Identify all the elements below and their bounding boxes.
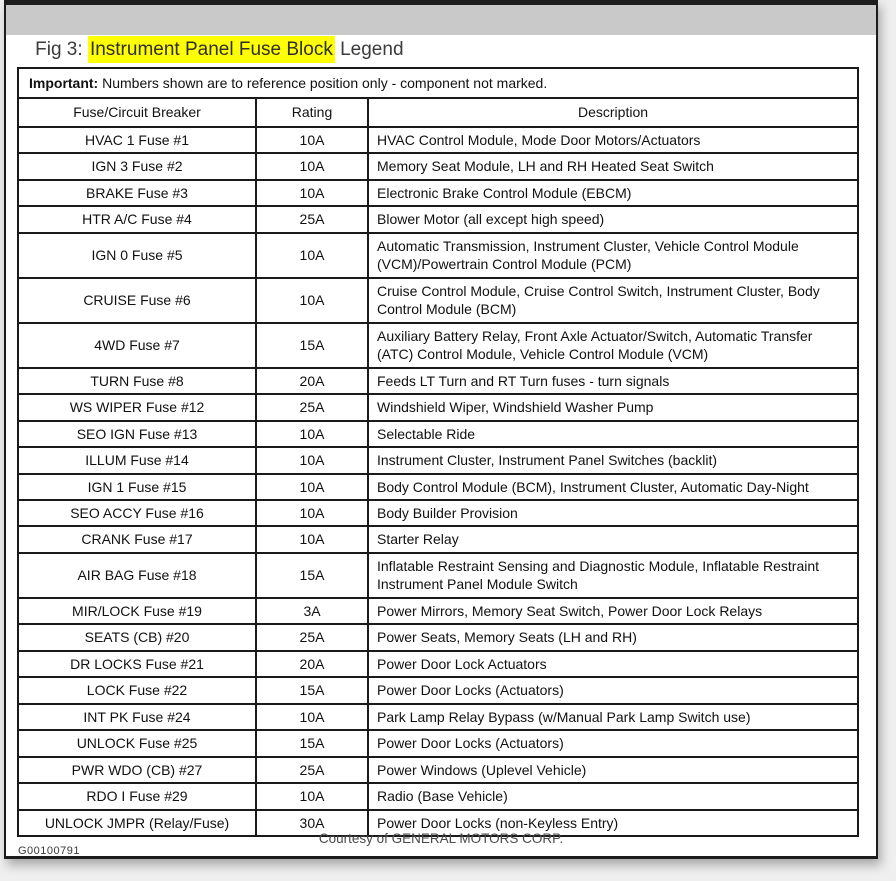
important-text: Numbers shown are to reference position only - component not marked.: [98, 75, 548, 91]
table-row: [18, 474, 858, 500]
description-cell: HVAC Control Module, Mode Door Motors/Actuators: [368, 127, 858, 153]
rating-cell: 3A: [256, 598, 368, 624]
description-cell: Radio (Base Vehicle): [368, 783, 858, 809]
table-row: [18, 783, 858, 809]
fuse-name-cell: HTR A/C Fuse #4: [18, 206, 256, 232]
rating-cell: 10A: [256, 704, 368, 730]
fuse-name-cell: BRAKE Fuse #3: [18, 180, 256, 206]
rating-cell: 10A: [256, 447, 368, 473]
fuse-name-cell: CRANK Fuse #17: [18, 526, 256, 552]
figure-caption-prefix: Fig 3:: [35, 39, 88, 60]
fuse-name-cell: HVAC 1 Fuse #1: [18, 127, 256, 153]
figure-caption-bar: [6, 5, 876, 60]
rating-cell: 15A: [256, 553, 368, 598]
fuse-name-cell: LOCK Fuse #22: [18, 677, 256, 703]
fuse-name-cell: WS WIPER Fuse #12: [18, 394, 256, 420]
table-row: [18, 368, 858, 394]
table-row: [18, 153, 858, 179]
column-header-fuse: Fuse/Circuit Breaker: [18, 98, 256, 126]
fuse-name-cell: PWR WDO (CB) #27: [18, 757, 256, 783]
description-cell: Power Mirrors, Memory Seat Switch, Power Door Lock Relays: [368, 598, 858, 624]
figure-caption-suffix: Legend: [334, 39, 404, 60]
table-row: [18, 730, 858, 756]
fuse-name-cell: SEO IGN Fuse #13: [18, 421, 256, 447]
important-note-row: [18, 68, 858, 98]
important-note-cell: [18, 68, 858, 98]
document-frame: [4, 0, 878, 859]
table-row: [18, 233, 858, 278]
figure-code: G00100791: [18, 845, 80, 858]
fuse-name-cell: UNLOCK JMPR (Relay/Fuse): [18, 810, 256, 836]
rating-cell: 10A: [256, 278, 368, 323]
table-row: [18, 278, 858, 323]
table-row: [18, 394, 858, 420]
rating-cell: 15A: [256, 677, 368, 703]
rating-cell: 25A: [256, 757, 368, 783]
rating-cell: 20A: [256, 368, 368, 394]
important-label: Important:: [29, 75, 99, 91]
fuse-name-cell: AIR BAG Fuse #18: [18, 553, 256, 598]
rating-cell: 10A: [256, 153, 368, 179]
table-row: [18, 598, 858, 624]
fuse-name-cell: IGN 1 Fuse #15: [18, 474, 256, 500]
table-row: [18, 526, 858, 552]
table-row: [18, 500, 858, 526]
description-cell: Instrument Cluster, Instrument Panel Switches (backlit): [368, 447, 858, 473]
fuse-name-cell: 4WD Fuse #7: [18, 323, 256, 368]
rating-cell: 10A: [256, 421, 368, 447]
description-cell: Body Control Module (BCM), Instrument Cluster, Automatic Day-Night: [368, 474, 858, 500]
fuse-name-cell: SEO ACCY Fuse #16: [18, 500, 256, 526]
rating-cell: 10A: [256, 180, 368, 206]
rating-cell: 25A: [256, 394, 368, 420]
rating-cell: 10A: [256, 474, 368, 500]
description-cell: Windshield Wiper, Windshield Washer Pump: [368, 394, 858, 420]
rating-cell: 20A: [256, 651, 368, 677]
table-header-row: [18, 98, 858, 126]
description-cell: Selectable Ride: [368, 421, 858, 447]
description-cell: Cruise Control Module, Cruise Control Switch, Instrument Cluster, Body Control Module (BCM): [368, 278, 858, 323]
table-row: [18, 127, 858, 153]
rating-cell: 15A: [256, 323, 368, 368]
fuse-name-cell: RDO I Fuse #29: [18, 783, 256, 809]
fuse-name-cell: DR LOCKS Fuse #21: [18, 651, 256, 677]
table-row: [18, 421, 858, 447]
fuse-name-cell: TURN Fuse #8: [18, 368, 256, 394]
fuse-name-cell: UNLOCK Fuse #25: [18, 730, 256, 756]
description-cell: Power Door Locks (Actuators): [368, 730, 858, 756]
table-row: [18, 447, 858, 473]
rating-cell: 30A: [256, 810, 368, 836]
figure-caption-highlight: Instrument Panel Fuse Block: [88, 36, 335, 63]
description-cell: Automatic Transmission, Instrument Cluster, Vehicle Control Module (VCM)/Powertrain Control Module (PCM): [368, 233, 858, 278]
rating-cell: 25A: [256, 206, 368, 232]
description-cell: Power Door Locks (Actuators): [368, 677, 858, 703]
description-cell: Power Windows (Uplevel Vehicle): [368, 757, 858, 783]
table-row: [18, 206, 858, 232]
fuse-name-cell: INT PK Fuse #24: [18, 704, 256, 730]
rating-cell: 10A: [256, 127, 368, 153]
rating-cell: 15A: [256, 730, 368, 756]
description-cell: Inflatable Restraint Sensing and Diagnostic Module, Inflatable Restraint Instrument Panel Module Switch: [368, 553, 858, 598]
fuse-name-cell: IGN 3 Fuse #2: [18, 153, 256, 179]
rating-cell: 10A: [256, 526, 368, 552]
table-row: [18, 677, 858, 703]
table-row: [18, 704, 858, 730]
column-header-description: Description: [368, 98, 858, 126]
fuse-name-cell: CRUISE Fuse #6: [18, 278, 256, 323]
fuse-legend-table: [17, 67, 859, 837]
rating-cell: 10A: [256, 233, 368, 278]
rating-cell: 25A: [256, 624, 368, 650]
table-row: [18, 757, 858, 783]
description-cell: Memory Seat Module, LH and RH Heated Seat Switch: [368, 153, 858, 179]
table-row: [18, 180, 858, 206]
fuse-name-cell: SEATS (CB) #20: [18, 624, 256, 650]
column-header-rating: Rating: [256, 98, 368, 126]
description-cell: Auxiliary Battery Relay, Front Axle Actuator/Switch, Automatic Transfer (ATC) Control Module, Vehicle Control Module (VCM): [368, 323, 858, 368]
fuse-name-cell: ILLUM Fuse #14: [18, 447, 256, 473]
description-cell: Electronic Brake Control Module (EBCM): [368, 180, 858, 206]
table-row: [18, 553, 858, 598]
courtesy-line: Courtesy of GENERAL MOTORS CORP.: [318, 831, 564, 846]
description-cell: Park Lamp Relay Bypass (w/Manual Park Lamp Switch use): [368, 704, 858, 730]
description-cell: Body Builder Provision: [368, 500, 858, 526]
table-row: [18, 651, 858, 677]
fuse-name-cell: MIR/LOCK Fuse #19: [18, 598, 256, 624]
description-cell: Power Door Lock Actuators: [368, 651, 858, 677]
fuse-name-cell: IGN 0 Fuse #5: [18, 233, 256, 278]
description-cell: Power Door Locks (non-Keyless Entry): [368, 810, 858, 836]
rating-cell: 10A: [256, 783, 368, 809]
description-cell: Starter Relay: [368, 526, 858, 552]
rating-cell: 10A: [256, 500, 368, 526]
table-row: [18, 323, 858, 368]
description-cell: Feeds LT Turn and RT Turn fuses - turn signals: [368, 368, 858, 394]
description-cell: Power Seats, Memory Seats (LH and RH): [368, 624, 858, 650]
table-row: [18, 624, 858, 650]
description-cell: Blower Motor (all except high speed): [368, 206, 858, 232]
